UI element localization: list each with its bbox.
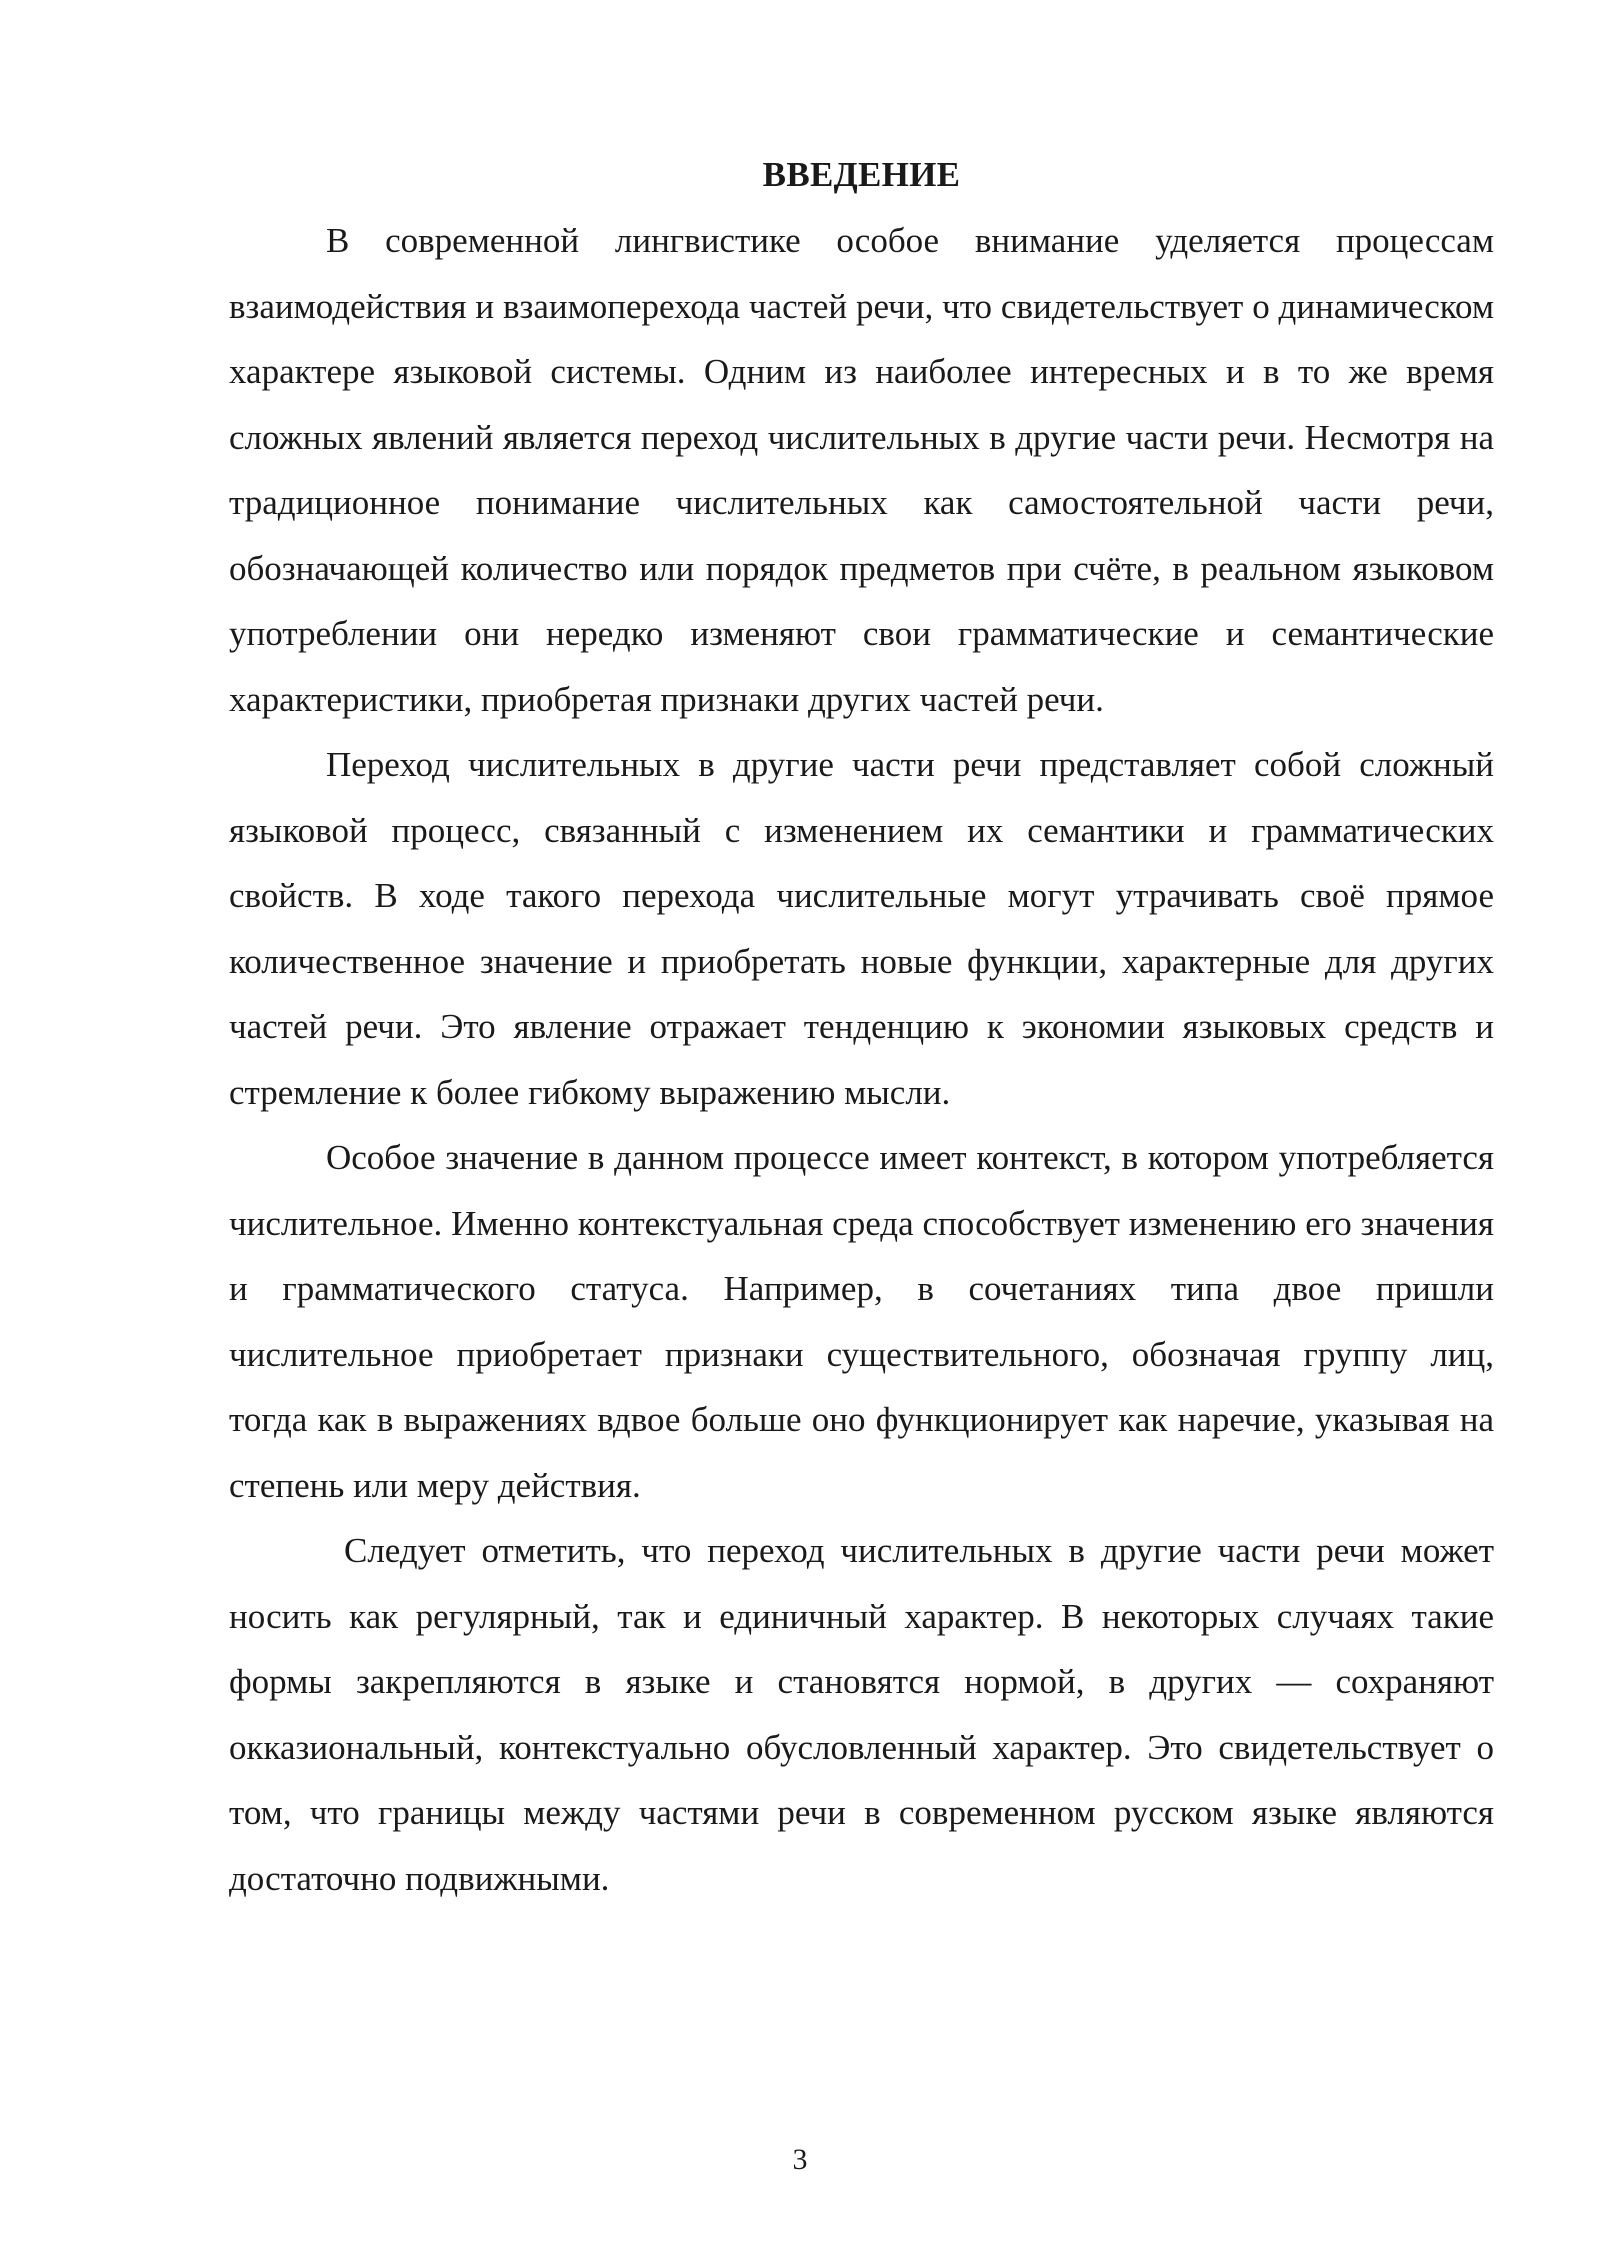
page-number: 3	[792, 2143, 808, 2176]
paragraph-2: Переход числительных в другие части речи представляет собой сложный языковой процесс, связанный с изменением их семантики и грамматических свойств. В ходе такого перехода числительные могут утрачивать своё прямое количественное значение и приобретать новые функции, характерные для других частей речи. Это явление отражает тенденцию к экономии языковых средств и стремление к более гибкому выражению мысли.	[229, 745, 1494, 1112]
page-content	[229, 150, 1494, 1911]
paragraph-4: Следует отметить, что переход числительных в другие части речи может носить как регулярный, так и единичный характер. В некоторых случаях такие формы закрепляются в языке и становятся нормой, в других — сохраняют окказиональный, контекстуально обусловленный характер. Это свидетельствует о том, что границы между частями речи в современном русском языке являются достаточно подвижными.	[229, 1531, 1494, 1898]
page-heading: ВВЕДЕНИЕ	[762, 155, 961, 194]
paragraph-3: Особое значение в данном процессе имеет контекст, в котором употребляется числительное. Именно контекстуальная среда способствует изменению его значения и грамматического статуса. Например, в сочетаниях типа двое пришли числительное приобретает признаки существительного, обозначая группу лиц, тогда как в выражениях вдвое больше оно функционирует как наречие, указывая на степень или меру действия.	[229, 1138, 1494, 1505]
paragraph-1: В современной лингвистике особое внимание уделяется процессам взаимодействия и взаимоперехода частей речи, что свидетельствует о динамическом характере языковой системы. Одним из наиболее интересных и в то же время сложных явлений является переход числительных в другие части речи. Несмотря на традиционное понимание числительных как самостоятельной части речи, обозначающей количество или порядок предметов при счёте, в реальном языковом употреблении они нередко изменяют свои грамматические и семантические характеристики, приобретая признаки других частей речи.	[229, 221, 1494, 719]
